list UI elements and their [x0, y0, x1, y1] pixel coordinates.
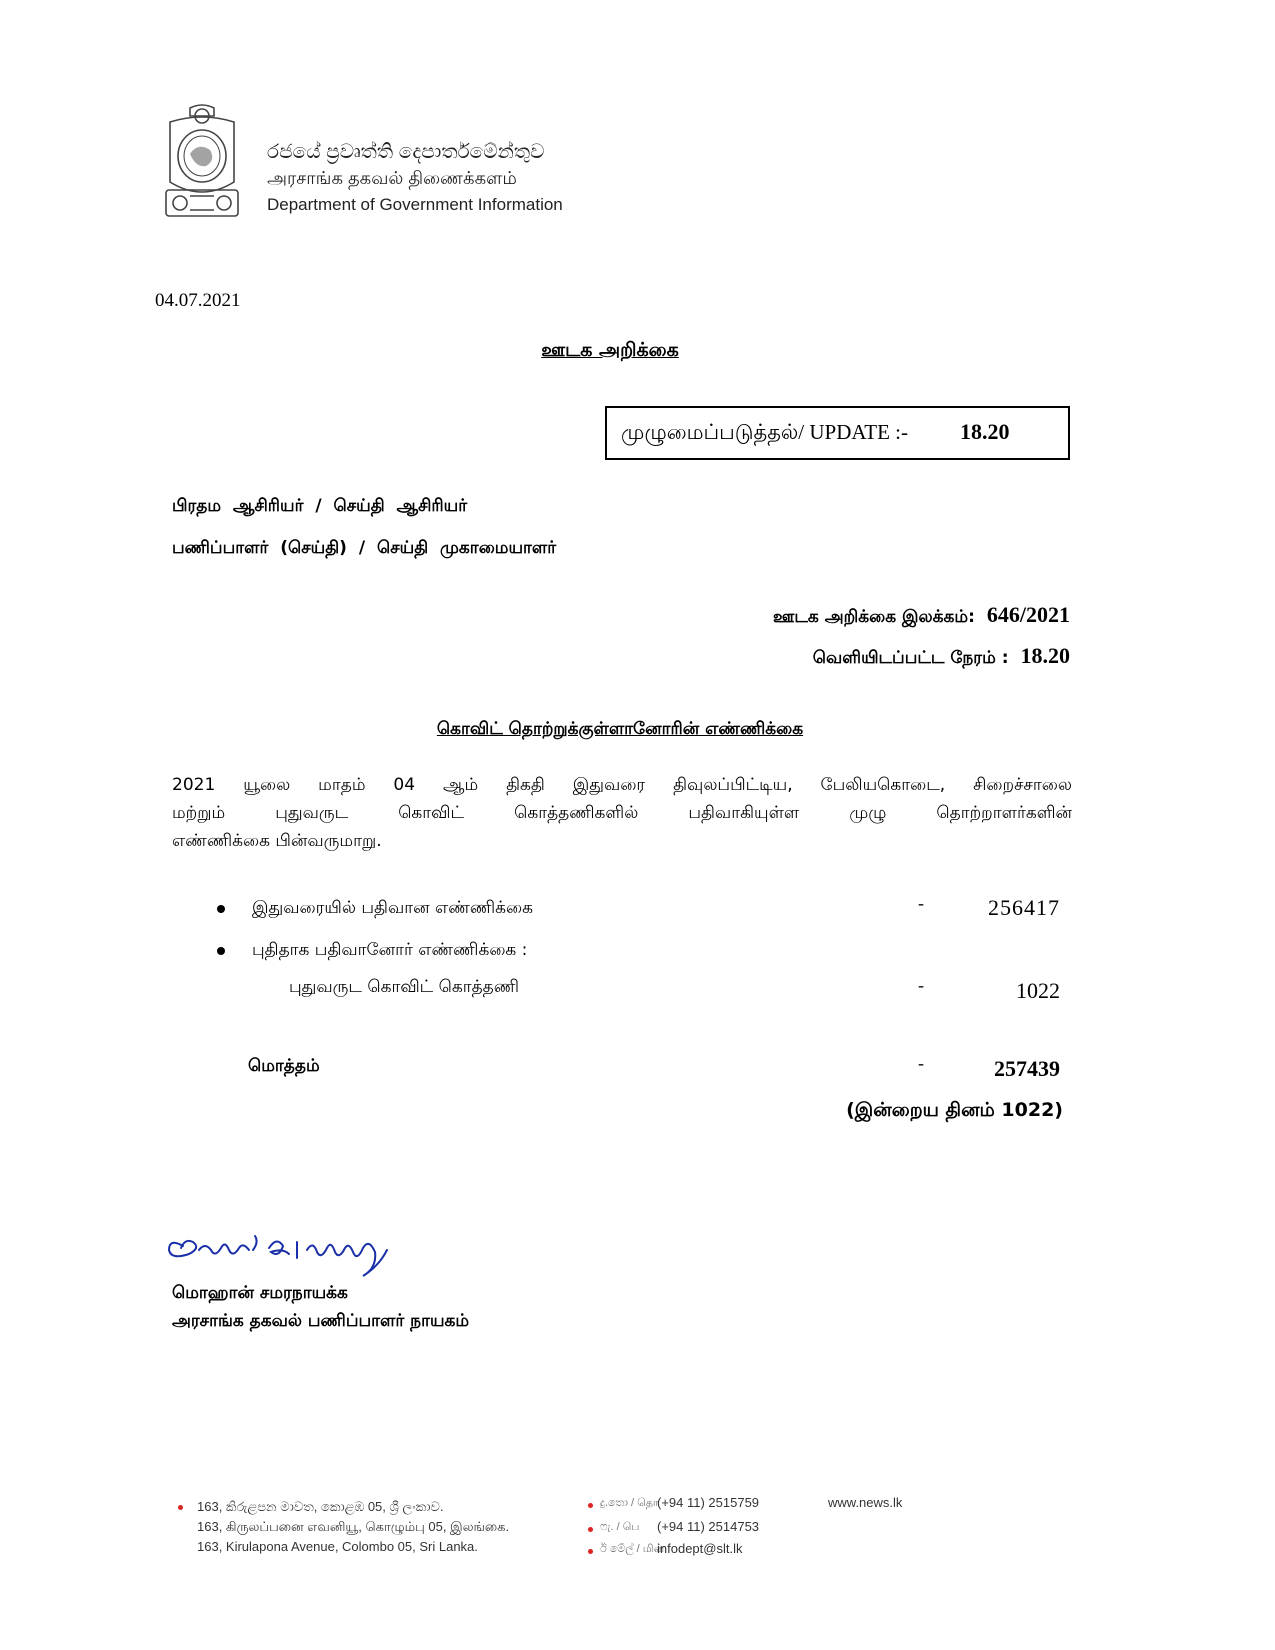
footer-phone-dot — [588, 1503, 593, 1508]
header-sinhala-name: රජයේ ප්‍රවෘත්ති දෙපාර්තමේන්තුව — [267, 141, 545, 163]
release-number-value: 646/2021 — [986, 602, 1070, 627]
footer-fax-dot — [588, 1527, 593, 1532]
signature — [165, 1228, 435, 1280]
bullet-new — [217, 947, 225, 955]
footer-address-2: 163, கிருலப்பனை எவனியூ, கொழும்பு 05, இலங்கை. — [197, 1519, 510, 1534]
addressee-line-1: பிரதம ஆசிரியர் / செய்தி ஆசிரியர் — [172, 496, 468, 516]
footer-email-value[interactable]: infodept@slt.lk — [657, 1541, 743, 1556]
release-number-label: ஊடக அறிக்கை இலக்கம்: — [773, 607, 975, 627]
footer-email-label: ඊ මේල් / மின் — [600, 1543, 665, 1555]
cluster-value: 1022 — [1016, 978, 1060, 1003]
body-line-3: எண்ணிக்கை பின்வருமாறு. — [172, 831, 382, 851]
today-note: (இன்றைய தினம் 1022) — [846, 1099, 1063, 1121]
footer-phone-value: (+94 11) 2515759 — [657, 1495, 760, 1510]
cluster-dash: - — [918, 975, 924, 995]
document-date: 04.07.2021 — [155, 290, 241, 311]
update-box — [605, 406, 1070, 460]
header-tamil-name: அரசாங்க தகவல் திணைக்களம் — [267, 168, 517, 188]
header-english-name: Department of Government Information — [267, 195, 563, 214]
footer-website-link[interactable]: www.news.lk — [828, 1495, 903, 1510]
signatory-name: மொஹான் சமரநாயக்க — [172, 1283, 348, 1303]
footer-fax-value: (+94 11) 2514753 — [657, 1519, 760, 1534]
addressee-line-2: பணிப்பாளர் (செய்தி) / செய்தி முகாமையாளர் — [172, 538, 557, 558]
update-label: முழுமைப்படுத்தல்/ UPDATE :- — [621, 420, 908, 444]
total-dash: - — [918, 1053, 924, 1073]
footer-address-3: 163, Kirulapona Avenue, Colombo 05, Sri Lanka. — [197, 1539, 478, 1554]
update-value: 18.20 — [960, 419, 1010, 444]
footer-email-dot — [588, 1549, 593, 1554]
footer-address-dot — [178, 1505, 183, 1510]
footer-phone-label: දු.තො / தொ — [600, 1497, 659, 1509]
document-title: ஊடக அறிக்கை — [541, 339, 679, 361]
release-time-label: வெளியிடப்பட்ட நேரம் : — [812, 648, 1009, 668]
section-title: கொவிட் தொற்றுக்குள்ளானோரின் எண்ணிக்கை — [436, 719, 804, 739]
body-line-1: 2021 யூலை மாதம் 04 ஆம் திகதி இதுவரை திவுலப்பிட்டிய, பேலியகொடை, சிறைச்சாலை — [172, 775, 1072, 795]
footer-address-1: 163, කිරුළපන මාවත, කොළඹ 05, ශ්‍රී ලංකාව. — [197, 1499, 444, 1514]
bullet-so-far — [217, 905, 225, 913]
total-label: மொத்தம் — [248, 1056, 320, 1076]
total-value: 257439 — [994, 1056, 1060, 1081]
body-line-2: மற்றும் புதுவருட கொவிட் கொத்தணிகளில் பதிவாகியுள்ள முழு தொற்றாளர்களின் — [172, 803, 1072, 823]
so-far-value: 256417 — [988, 895, 1060, 920]
release-time — [813, 643, 1070, 670]
release-number — [773, 602, 1070, 629]
footer-fax-label: ෆැ. / பெ — [600, 1521, 640, 1533]
new-label: புதிதாக பதிவானோர் எண்ணிக்கை : — [252, 940, 528, 960]
cluster-label: புதுவருட கொவிட் கொத்தணி — [289, 977, 520, 997]
so-far-label: இதுவரையில் பதிவான எண்ணிக்கை — [252, 898, 534, 918]
so-far-dash: - — [918, 893, 924, 913]
government-emblem — [160, 104, 244, 220]
signatory-title: அரசாங்க தகவல் பணிப்பாளர் நாயகம் — [172, 1311, 470, 1331]
release-time-value: 18.20 — [1020, 643, 1070, 668]
